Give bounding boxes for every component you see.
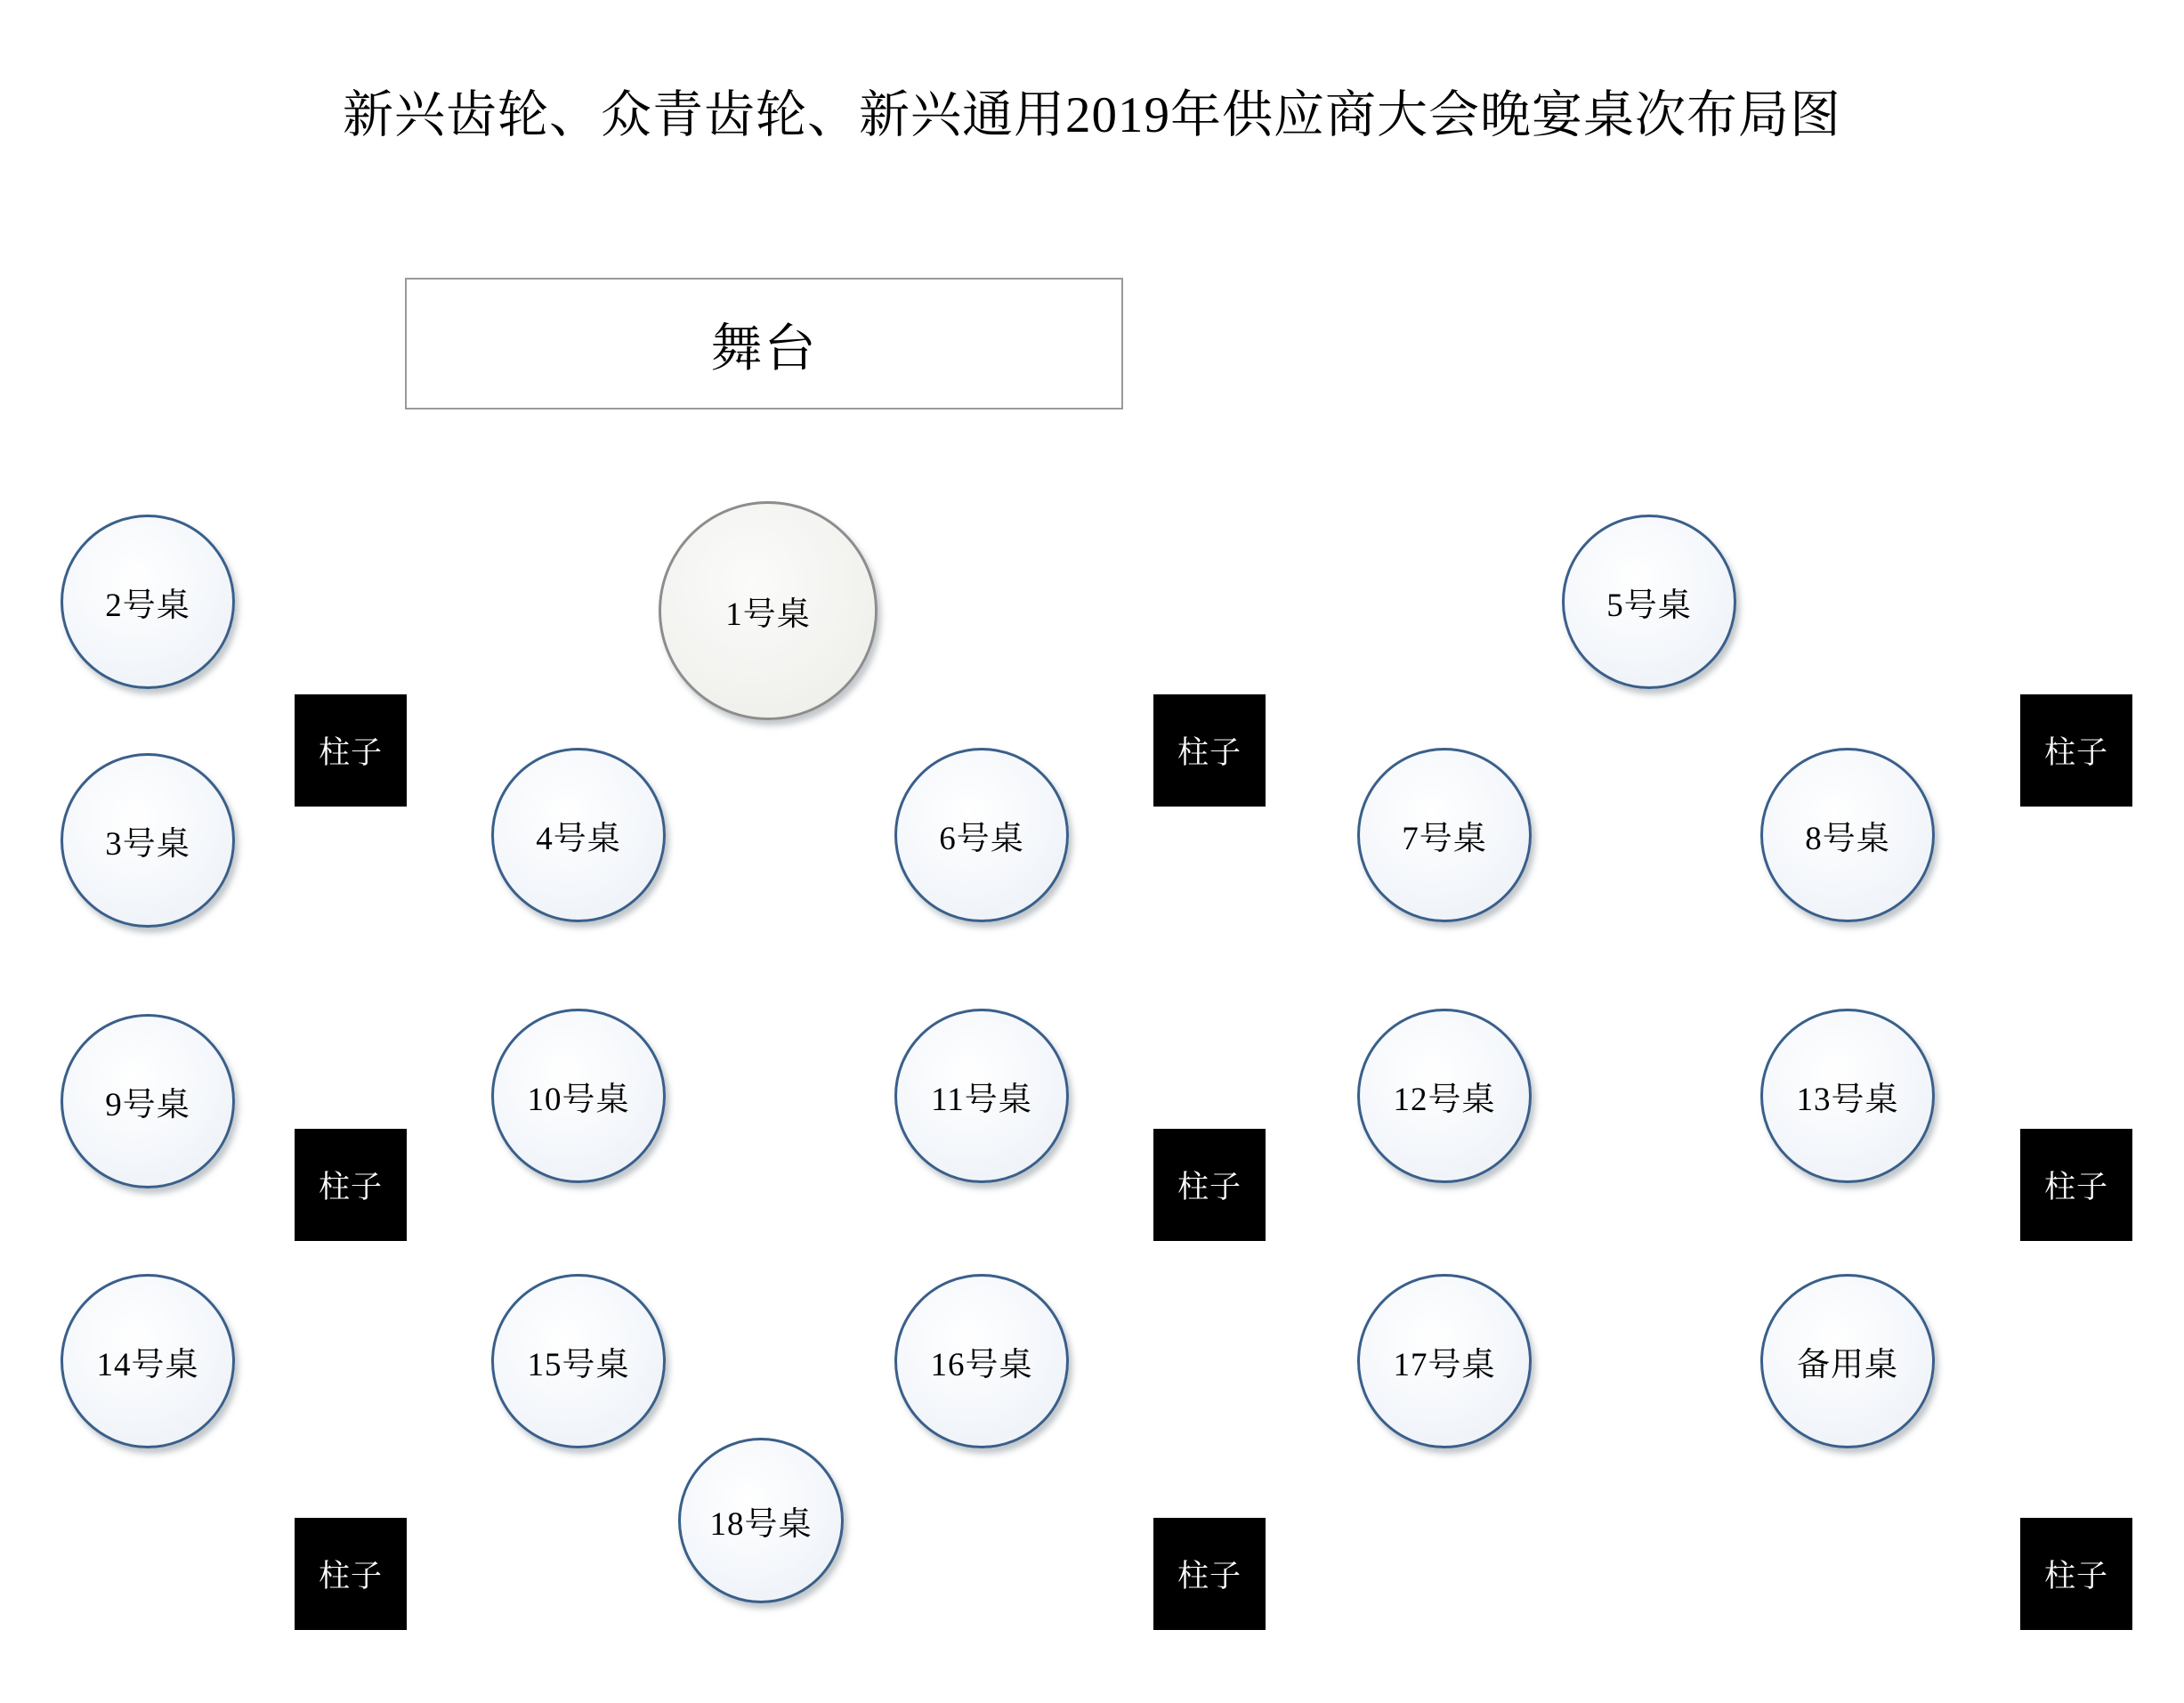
- pillar-block: [2020, 1518, 2132, 1630]
- table-label: 14号桌: [96, 1347, 199, 1383]
- stage-label: 舞台: [710, 318, 818, 378]
- table-circle[interactable]: [1562, 515, 1736, 689]
- table-label: 12号桌: [1393, 1082, 1496, 1118]
- pillar-label: 柱子: [318, 1559, 383, 1594]
- table-circle[interactable]: [491, 748, 666, 922]
- pillar-label: 柱子: [1177, 1559, 1242, 1594]
- table-label: 10号桌: [527, 1082, 630, 1118]
- table-label: 5号桌: [1606, 588, 1692, 624]
- pillar-label: 柱子: [1177, 735, 1242, 770]
- table-circle[interactable]: [678, 1438, 844, 1603]
- pillar-block: [295, 1518, 407, 1630]
- table-circle[interactable]: [1760, 1009, 1935, 1183]
- table-circle[interactable]: [61, 1014, 235, 1188]
- table-label: 1号桌: [725, 596, 811, 633]
- pillar-block: [2020, 694, 2132, 807]
- table-circle[interactable]: [1357, 1274, 1532, 1448]
- table-label: 4号桌: [536, 821, 621, 857]
- table-label: 17号桌: [1393, 1347, 1496, 1383]
- table-label: 9号桌: [105, 1087, 190, 1123]
- table-label: 13号桌: [1796, 1082, 1899, 1118]
- pillar-block: [2020, 1129, 2132, 1241]
- pillar-block: [1153, 1129, 1266, 1241]
- table-circle[interactable]: [61, 515, 235, 689]
- table-label: 2号桌: [105, 588, 190, 624]
- pillar-block: [1153, 1518, 1266, 1630]
- table-label: 7号桌: [1402, 821, 1487, 857]
- stage-box: [405, 278, 1123, 410]
- table-circle[interactable]: [894, 1009, 1069, 1183]
- table-label: 8号桌: [1805, 821, 1890, 857]
- table-circle[interactable]: [1760, 1274, 1935, 1448]
- table-label: 18号桌: [709, 1506, 813, 1543]
- table-label: 11号桌: [931, 1082, 1032, 1118]
- table-circle[interactable]: [61, 753, 235, 928]
- pillar-label: 柱子: [2043, 1170, 2108, 1204]
- table-circle[interactable]: [1357, 1009, 1532, 1183]
- pillar-label: 柱子: [1177, 1170, 1242, 1204]
- page-title: 新兴齿轮、众青齿轮、新兴通用2019年供应商大会晚宴桌次布局图: [343, 87, 1841, 143]
- table-label: 3号桌: [105, 826, 190, 863]
- table-label: 15号桌: [527, 1347, 630, 1383]
- pillar-label: 柱子: [2043, 1559, 2108, 1594]
- table-label: 16号桌: [930, 1347, 1033, 1383]
- table-label: 备用桌: [1797, 1347, 1898, 1383]
- pillar-label: 柱子: [318, 735, 383, 770]
- table-circle[interactable]: [1357, 748, 1532, 922]
- table-circle[interactable]: [1760, 748, 1935, 922]
- table-circle[interactable]: [659, 501, 878, 720]
- pillar-block: [295, 1129, 407, 1241]
- table-label: 6号桌: [939, 821, 1024, 857]
- pillar-block: [1153, 694, 1266, 807]
- table-circle[interactable]: [894, 748, 1069, 922]
- table-circle[interactable]: [491, 1009, 666, 1183]
- table-circle[interactable]: [61, 1274, 235, 1448]
- pillar-label: 柱子: [2043, 735, 2108, 770]
- pillar-block: [295, 694, 407, 807]
- table-circle[interactable]: [894, 1274, 1069, 1448]
- table-circle[interactable]: [491, 1274, 666, 1448]
- pillar-label: 柱子: [318, 1170, 383, 1204]
